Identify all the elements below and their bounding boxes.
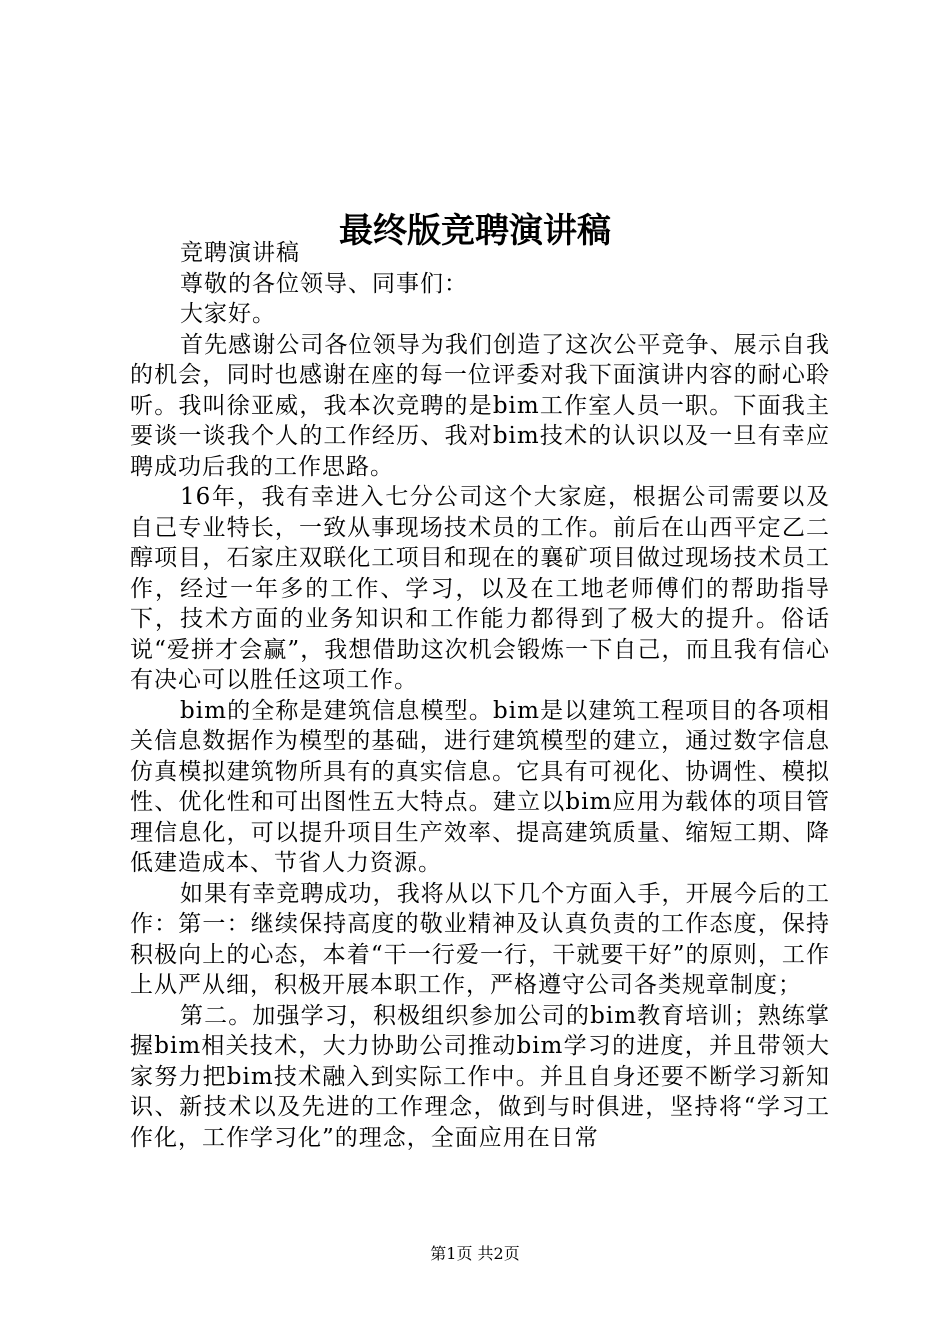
- document-title: 最终版竞聘演讲稿: [339, 210, 611, 251]
- paragraph-salutation: 尊敬的各位领导、同事们：: [180, 270, 468, 297]
- paragraph-plan-second: 第二。加强学习，积极组织参加公司的bim教育培训；熟练掌握bim相关技术，大力协助公司推动bim学习的进度，并且带领大家努力把bim技术融入到实际工作中。并且自身还要不断学习新知识、新技术以及先进的工作理念，做到与时俱进，坚持将“学习工作化，工作学习化”的理念，全面应用在日常: [130, 1002, 830, 1151]
- paragraph-intro: 首先感谢公司各位领导为我们创造了这次公平竞争、展示自我的机会，同时也感谢在座的每一位评委对我下面演讲内容的耐心聆听。我叫徐亚威，我本次竞聘的是bim工作室人员一职。下面我主要谈一谈我个人的工作经历、我对bim技术的认识以及一旦有幸应聘成功后我的工作思路。: [130, 331, 830, 480]
- page-footer: 第1页 共2页: [430, 1244, 520, 1263]
- paragraph-heading: 竞聘演讲稿: [180, 240, 300, 266]
- paragraph-experience: 16年，我有幸进入七分公司这个大家庭，根据公司需要以及自己专业特长，一致从事现场技术员的工作。前后在山西平定乙二醇项目，石家庄双联化工项目和现在的襄矿项目做过现场技术员工作，经过一年多的工作、学习，以及在工地老师傅们的帮助指导下，技术方面的业务知识和工作能力都得到了极大的提升。俗话说“爱拼才会赢”，我想借助这次机会锻炼一下自己，而且我有信心有决心可以胜任这项工作。: [130, 484, 830, 693]
- paragraph-greeting: 大家好。: [180, 301, 276, 327]
- document-body: [130, 238, 830, 1153]
- paragraph-plan-first: 如果有幸竞聘成功，我将从以下几个方面入手，开展今后的工作：第一：继续保持高度的敬业精神及认真负责的工作态度，保持积极向上的心态，本着“干一行爱一行，干就要干好”的原则，工作上从严从细，积极开展本职工作，严格遵守公司各类规章制度；: [130, 880, 830, 998]
- paragraph-bim-definition: bim的全称是建筑信息模型。bim是以建筑工程项目的各项相关信息数据作为模型的基础，进行建筑模型的建立，通过数字信息仿真模拟建筑物所具有的真实信息。它具有可视化、协调性、模拟性、优化性和可出图性五大特点。建立以bim应用为载体的项目管理信息化，可以提升项目生产效率、提高建筑质量、缩短工期、降低建造成本、节省人力资源。: [130, 697, 830, 876]
